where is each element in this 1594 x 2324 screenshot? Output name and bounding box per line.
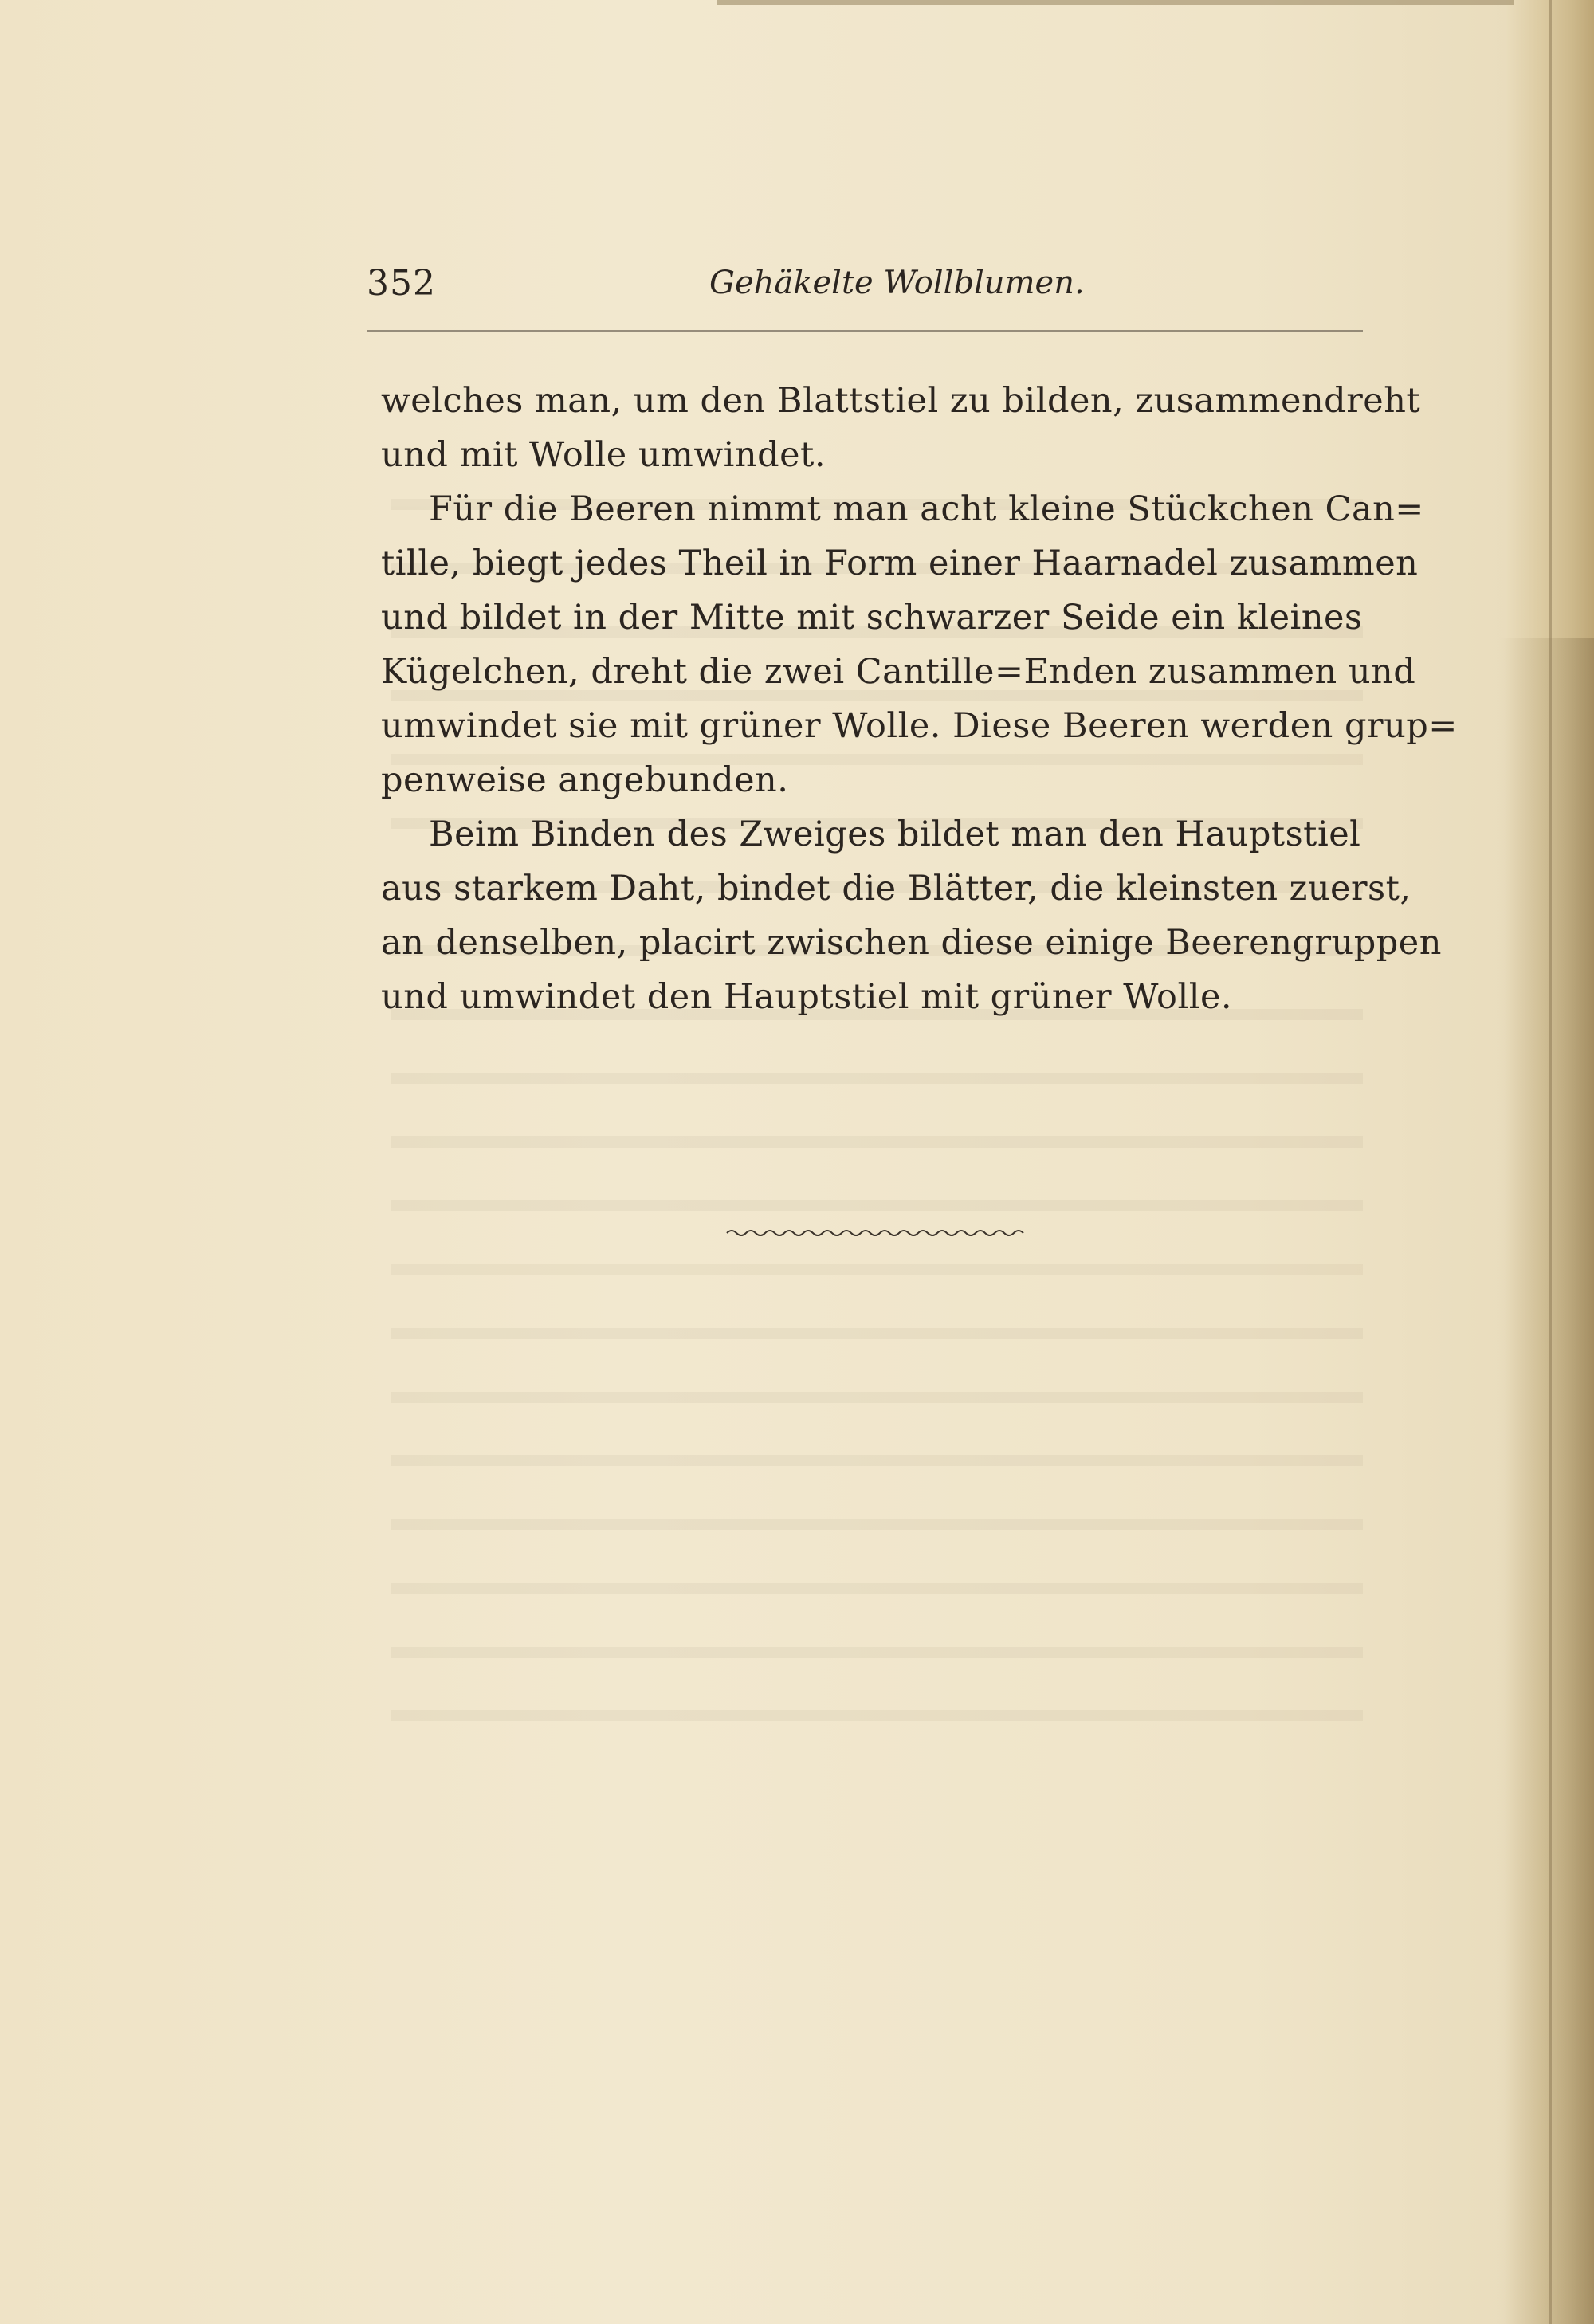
header-rule bbox=[367, 330, 1363, 332]
page-number: 352 bbox=[367, 263, 436, 304]
end-ornament bbox=[725, 1227, 1028, 1239]
text-line: und mit Wolle umwindet. bbox=[381, 435, 826, 475]
text-line: an denselben, placirt zwischen diese einige Beerengruppen bbox=[381, 923, 1442, 963]
text-line: penweise angebunden. bbox=[381, 760, 789, 800]
page-edge-shadow bbox=[1498, 638, 1594, 2324]
text-line: und umwindet den Hauptstiel mit grüner Wolle. bbox=[381, 977, 1233, 1017]
text-line: Für die Beeren nimmt man acht kleine Stückchen Can= bbox=[429, 489, 1424, 529]
page-edge-line bbox=[1549, 0, 1552, 2324]
text-line: und bildet in der Mitte mit schwarzer Seide ein kleines bbox=[381, 598, 1363, 638]
text-line: Kügelchen, dreht die zwei Cantille=Enden zusammen und bbox=[381, 652, 1416, 692]
text-line: tille, biegt jedes Theil in Form einer Haarnadel zusammen bbox=[381, 544, 1419, 583]
page-header bbox=[367, 263, 1371, 311]
text-line: welches man, um den Blattstiel zu bilden, zusammendreht bbox=[381, 381, 1421, 421]
text-line: Beim Binden des Zweiges bildet man den Hauptstiel bbox=[429, 815, 1361, 854]
running-title: Gehäkelte Wollblumen. bbox=[709, 265, 1085, 301]
text-line: umwindet sie mit grüner Wolle. Diese Beeren werden grup= bbox=[381, 706, 1458, 746]
page-top-shadow bbox=[717, 0, 1514, 5]
text-line: aus starkem Daht, bindet die Blätter, die kleinsten zuerst, bbox=[381, 869, 1411, 909]
